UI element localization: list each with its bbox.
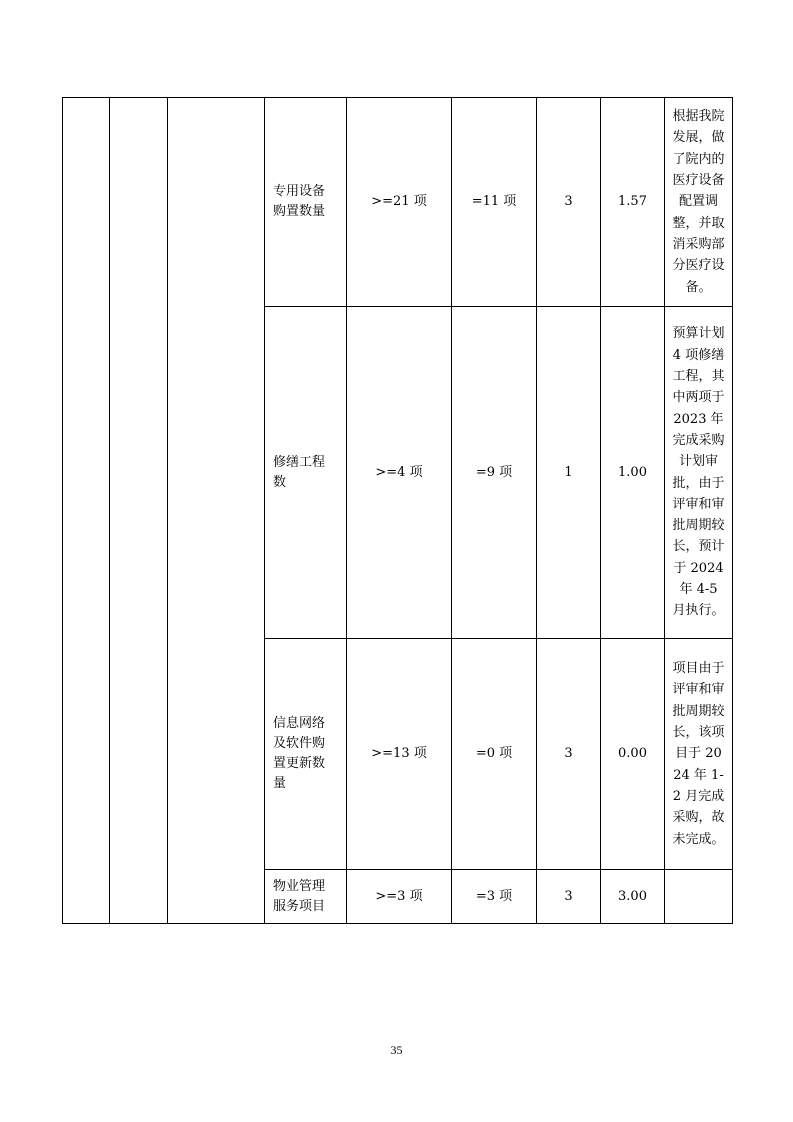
actual-value-cell: =11 项: [452, 98, 537, 307]
page-number: 35: [390, 1043, 403, 1057]
target-value-cell: >=13 项: [347, 639, 452, 870]
merged-category-cell-1: [63, 98, 110, 924]
deviation-note-cell: [665, 307, 733, 639]
target-value-cell: >=4 项: [347, 307, 452, 639]
indicator-cell: [265, 98, 347, 307]
score-cell: 0.00: [601, 639, 665, 870]
indicator-text: 专用设备购置数量: [273, 184, 326, 219]
indicator-cell: [265, 870, 347, 924]
deviation-note: 根据我院发展，做了院内的医疗设备配置调整，并取消采购部分医疗设备。: [672, 109, 725, 295]
indicator-text: 信息网络及软件购置更新数量: [273, 716, 326, 791]
target-value-cell: >=21 项: [347, 98, 452, 307]
score-cell: 1.57: [601, 98, 665, 307]
deviation-note: 预算计划 4 项修缮工程，其中两项于 2023 年完成采购计划审批，由于评审和审批周期较长，预计于 2024 年 4-5 月执行。: [672, 326, 725, 619]
merged-category-cell-3: [168, 98, 265, 924]
indicator-cell: [265, 307, 347, 639]
score-cell: 3.00: [601, 870, 665, 924]
weight-cell: 3: [537, 639, 601, 870]
deviation-note-cell: [665, 639, 733, 870]
indicator-text: 修缮工程数: [273, 454, 326, 490]
target-value-cell: >=3 项: [347, 870, 452, 924]
score-cell: 1.00: [601, 307, 665, 639]
deviation-note-cell: [665, 98, 733, 307]
actual-value-cell: =0 项: [452, 639, 537, 870]
indicator-text: 物业管理服务项目: [273, 878, 326, 914]
table-row: [63, 98, 733, 307]
actual-value-cell: =9 项: [452, 307, 537, 639]
merged-category-cell-2: [110, 98, 168, 924]
actual-value-cell: =3 项: [452, 870, 537, 924]
deviation-note: 项目由于评审和审批周期较长，该项目于 2024 年 1-2 月完成采购，故未完成。: [672, 661, 725, 847]
indicator-cell: [265, 639, 347, 870]
weight-cell: 1: [537, 307, 601, 639]
performance-indicator-table: [62, 97, 733, 924]
weight-cell: 3: [537, 870, 601, 924]
deviation-note-cell: [665, 870, 733, 924]
weight-cell: 3: [537, 98, 601, 307]
